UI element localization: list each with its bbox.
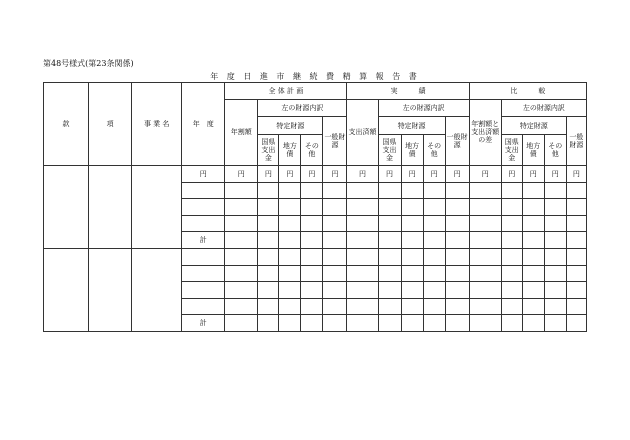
table-row <box>44 248 587 265</box>
header-jisseki: 実 績 <box>347 83 469 100</box>
table-cell[interactable] <box>469 315 501 332</box>
table-cell[interactable] <box>566 215 586 232</box>
header-nenwari-gaku: 年割額 <box>225 99 258 165</box>
table-cell[interactable] <box>182 199 225 216</box>
table-cell[interactable] <box>225 232 258 249</box>
table-cell[interactable] <box>258 182 279 199</box>
table-cell[interactable] <box>544 215 566 232</box>
header-tokutei-zaigen-1: 特定財源 <box>258 117 323 135</box>
table-cell[interactable] <box>401 248 423 265</box>
table-cell[interactable] <box>225 182 258 199</box>
table-cell[interactable] <box>378 315 401 332</box>
table-cell[interactable] <box>522 248 544 265</box>
header-chihousai-3: 地方債 <box>522 134 544 165</box>
table-cell[interactable] <box>544 232 566 249</box>
table-cell[interactable] <box>522 282 544 299</box>
table-cell[interactable] <box>323 248 347 265</box>
table-cell[interactable] <box>279 199 301 216</box>
table-cell[interactable] <box>423 232 445 249</box>
table-cell[interactable] <box>501 265 522 282</box>
table-cell[interactable] <box>258 215 279 232</box>
table-cell[interactable] <box>445 182 469 199</box>
table-cell[interactable] <box>401 215 423 232</box>
table-cell[interactable] <box>279 315 301 332</box>
table-cell[interactable] <box>378 265 401 282</box>
header-sonota-1: その他 <box>301 134 323 165</box>
unit-label: 円 <box>423 165 445 182</box>
total-label: 計 <box>182 315 225 332</box>
table-row <box>44 165 587 182</box>
table-cell[interactable] <box>279 298 301 315</box>
unit-label: 円 <box>258 165 279 182</box>
header-ippan-zaigen-2: 一般財源 <box>445 117 469 166</box>
unit-label: 円 <box>182 165 225 182</box>
table-cell[interactable] <box>401 265 423 282</box>
table-cell[interactable] <box>401 232 423 249</box>
table-cell[interactable] <box>279 282 301 299</box>
table-cell[interactable] <box>469 232 501 249</box>
table-cell[interactable] <box>347 265 378 282</box>
table-cell[interactable] <box>279 182 301 199</box>
table-cell[interactable] <box>301 248 323 265</box>
header-tokutei-zaigen-2: 特定財源 <box>378 117 445 135</box>
table-cell[interactable] <box>423 265 445 282</box>
table-cell[interactable] <box>378 232 401 249</box>
table-cell[interactable] <box>258 282 279 299</box>
table-cell[interactable] <box>301 265 323 282</box>
table-cell[interactable] <box>301 298 323 315</box>
table-cell[interactable] <box>522 315 544 332</box>
table-cell[interactable] <box>258 248 279 265</box>
table-cell[interactable] <box>544 248 566 265</box>
header-ippan-zaigen-1: 一般財源 <box>323 117 347 166</box>
table-cell[interactable] <box>182 265 225 282</box>
table-cell[interactable] <box>566 315 586 332</box>
table-cell[interactable] <box>566 232 586 249</box>
table-cell[interactable] <box>445 232 469 249</box>
table-cell[interactable] <box>469 265 501 282</box>
table-cell[interactable] <box>445 199 469 216</box>
header-sonota-2: その他 <box>423 134 445 165</box>
table-cell[interactable] <box>301 199 323 216</box>
table-cell[interactable] <box>378 282 401 299</box>
table-cell[interactable] <box>445 265 469 282</box>
table-cell[interactable] <box>323 182 347 199</box>
table-cell[interactable] <box>378 199 401 216</box>
table-cell[interactable] <box>347 199 378 216</box>
kou-cell[interactable] <box>89 165 132 248</box>
table-cell[interactable] <box>279 215 301 232</box>
table-cell[interactable] <box>423 315 445 332</box>
table-cell[interactable] <box>501 182 522 199</box>
unit-label: 円 <box>445 165 469 182</box>
table-cell[interactable] <box>301 315 323 332</box>
table-cell[interactable] <box>225 248 258 265</box>
table-cell[interactable] <box>347 232 378 249</box>
table-cell[interactable] <box>347 215 378 232</box>
table-cell[interactable] <box>423 282 445 299</box>
unit-label: 円 <box>323 165 347 182</box>
table-cell[interactable] <box>323 282 347 299</box>
table-cell[interactable] <box>347 282 378 299</box>
table-cell[interactable] <box>279 248 301 265</box>
table-cell[interactable] <box>469 282 501 299</box>
table-cell[interactable] <box>182 248 225 265</box>
table-cell[interactable] <box>378 298 401 315</box>
table-cell[interactable] <box>445 282 469 299</box>
table-cell[interactable] <box>225 199 258 216</box>
table-cell[interactable] <box>182 298 225 315</box>
table-cell[interactable] <box>401 315 423 332</box>
table-cell[interactable] <box>544 298 566 315</box>
table-cell[interactable] <box>423 215 445 232</box>
table-cell[interactable] <box>258 265 279 282</box>
table-cell[interactable] <box>423 298 445 315</box>
table-cell[interactable] <box>182 215 225 232</box>
header-zentai-keikaku: 全 体 計 画 <box>225 83 347 100</box>
document-title: 年 度 日 進 市 継 続 費 精 算 報 告 書 <box>210 72 420 81</box>
unit-label: 円 <box>501 165 522 182</box>
table-cell[interactable] <box>323 215 347 232</box>
header-kan: 款 <box>44 83 89 166</box>
table-cell[interactable] <box>401 298 423 315</box>
table-cell[interactable] <box>566 298 586 315</box>
table-cell[interactable] <box>423 199 445 216</box>
jigyou-cell[interactable] <box>132 165 182 248</box>
header-jigyou-mei: 事 業 名 <box>132 83 182 166</box>
unit-label: 円 <box>225 165 258 182</box>
table-cell[interactable] <box>522 215 544 232</box>
table-cell[interactable] <box>445 215 469 232</box>
table-cell[interactable] <box>279 232 301 249</box>
table-cell[interactable] <box>501 298 522 315</box>
table-cell[interactable] <box>225 298 258 315</box>
header-shishutsu-zumi-gaku: 支出済額 <box>347 99 378 165</box>
table-cell[interactable] <box>323 232 347 249</box>
table-cell[interactable] <box>501 315 522 332</box>
table-cell[interactable] <box>501 232 522 249</box>
table-cell[interactable] <box>501 215 522 232</box>
table-cell[interactable] <box>378 215 401 232</box>
table-cell[interactable] <box>469 248 501 265</box>
table-cell[interactable] <box>323 315 347 332</box>
table-cell[interactable] <box>445 315 469 332</box>
table-cell[interactable] <box>378 248 401 265</box>
table-cell[interactable] <box>401 182 423 199</box>
table-cell[interactable] <box>225 282 258 299</box>
jigyou-cell[interactable] <box>132 248 182 331</box>
kan-cell[interactable] <box>44 248 89 331</box>
table-cell[interactable] <box>347 298 378 315</box>
unit-label: 円 <box>301 165 323 182</box>
table-cell[interactable] <box>401 199 423 216</box>
table-cell[interactable] <box>469 298 501 315</box>
table-cell[interactable] <box>258 199 279 216</box>
table-cell[interactable] <box>258 315 279 332</box>
table-cell[interactable] <box>225 315 258 332</box>
form-number: 第48号様式(第23条関係) <box>43 59 134 68</box>
unit-label: 円 <box>279 165 301 182</box>
table-cell[interactable] <box>544 282 566 299</box>
unit-label: 円 <box>469 165 501 182</box>
total-label: 計 <box>182 232 225 249</box>
header-kokken-3: 国県支出金 <box>501 134 522 165</box>
table-cell[interactable] <box>544 265 566 282</box>
header-ippan-zaigen-3: 一般財源 <box>566 117 586 166</box>
table-cell[interactable] <box>301 282 323 299</box>
table-cell[interactable] <box>323 265 347 282</box>
header-zaigen-uchiwake-2: 左の財源内訳 <box>378 99 469 117</box>
header-zaigen-uchiwake-1: 左の財源内訳 <box>258 99 347 117</box>
table-cell[interactable] <box>501 199 522 216</box>
table-cell[interactable] <box>323 199 347 216</box>
table-cell[interactable] <box>323 298 347 315</box>
settlement-report-table <box>43 82 587 332</box>
table-cell[interactable] <box>522 265 544 282</box>
header-chihousai-1: 地方債 <box>279 134 301 165</box>
table-cell[interactable] <box>522 199 544 216</box>
unit-label: 円 <box>566 165 586 182</box>
table-cell[interactable] <box>301 215 323 232</box>
header-kokken-2: 国県支出金 <box>378 134 401 165</box>
table-cell[interactable] <box>469 199 501 216</box>
header-hikaku: 比 較 <box>469 83 586 100</box>
table-cell[interactable] <box>225 215 258 232</box>
table-cell[interactable] <box>501 282 522 299</box>
header-sonota-3: その他 <box>544 134 566 165</box>
kan-cell[interactable] <box>44 165 89 248</box>
table-cell[interactable] <box>566 182 586 199</box>
table-cell[interactable] <box>182 282 225 299</box>
unit-label: 円 <box>401 165 423 182</box>
table-cell[interactable] <box>522 298 544 315</box>
table-cell[interactable] <box>258 298 279 315</box>
table-cell[interactable] <box>544 315 566 332</box>
table-cell[interactable] <box>501 248 522 265</box>
table-cell[interactable] <box>401 282 423 299</box>
table-cell[interactable] <box>469 215 501 232</box>
table-cell[interactable] <box>566 248 586 265</box>
table-cell[interactable] <box>566 199 586 216</box>
header-zaigen-uchiwake-3: 左の財源内訳 <box>501 99 586 117</box>
header-chihousai-2: 地方債 <box>401 134 423 165</box>
table-cell[interactable] <box>182 182 225 199</box>
unit-label: 円 <box>378 165 401 182</box>
table-cell[interactable] <box>258 232 279 249</box>
header-kou: 項 <box>89 83 132 166</box>
table-cell[interactable] <box>347 315 378 332</box>
table-cell[interactable] <box>522 232 544 249</box>
table-cell[interactable] <box>279 265 301 282</box>
unit-label: 円 <box>544 165 566 182</box>
unit-label: 円 <box>347 165 378 182</box>
table-cell[interactable] <box>445 248 469 265</box>
table-cell[interactable] <box>566 265 586 282</box>
header-difference: 年割額と支出済額の差 <box>469 99 501 165</box>
header-nendo: 年 度 <box>182 83 225 166</box>
unit-label: 円 <box>522 165 544 182</box>
table-cell[interactable] <box>469 182 501 199</box>
table-cell[interactable] <box>347 182 378 199</box>
table-cell[interactable] <box>423 248 445 265</box>
table-cell[interactable] <box>378 182 401 199</box>
table-cell[interactable] <box>423 182 445 199</box>
table-cell[interactable] <box>301 182 323 199</box>
header-kokken-1: 国県支出金 <box>258 134 279 165</box>
table-cell[interactable] <box>301 232 323 249</box>
header-tokutei-zaigen-3: 特定財源 <box>501 117 566 135</box>
table-cell[interactable] <box>544 182 566 199</box>
table-cell[interactable] <box>347 248 378 265</box>
table-cell[interactable] <box>522 182 544 199</box>
kou-cell[interactable] <box>89 248 132 331</box>
table-cell[interactable] <box>544 199 566 216</box>
table-cell[interactable] <box>566 282 586 299</box>
table-cell[interactable] <box>445 298 469 315</box>
table-cell[interactable] <box>225 265 258 282</box>
